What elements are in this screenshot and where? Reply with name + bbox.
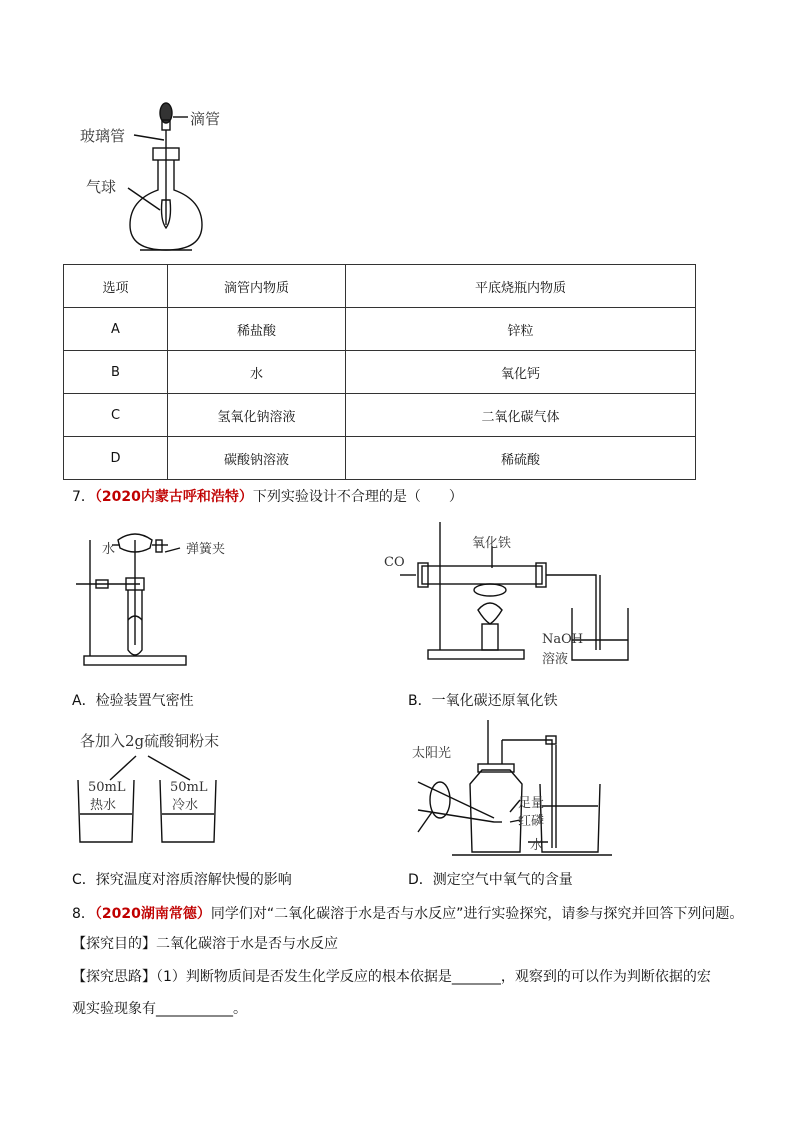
glass-tube-label: 玻璃管 <box>80 127 126 145</box>
iron-oxide-label: 氧化铁 <box>472 536 512 551</box>
table-header-cell: 滴管内物质 <box>168 265 346 308</box>
table-header-cell: 平底烧瓶内物质 <box>346 265 696 308</box>
table-cell: 氢氧化钠溶液 <box>168 394 346 437</box>
solution-label: 溶液 <box>542 652 569 667</box>
water-label-a: 水 <box>102 542 116 557</box>
table-cell: D <box>64 437 168 480</box>
question-number: 7． <box>72 489 95 505</box>
question-source: （2020湖南常德） <box>94 906 211 922</box>
purpose-label: 【探究目的】 <box>72 936 156 952</box>
caption-c: C．探究温度对溶质溶解快慢的影响 <box>72 872 292 888</box>
idea-text: （1）判断物质间是否发生化学反应的根本依据是_______，观察到的可以作为判断依据的宏 <box>156 969 711 985</box>
idea-label: 【探究思路】 <box>72 969 156 985</box>
beaker2-cold-water: 冷水 <box>172 798 199 813</box>
table-header-cell: 选项 <box>64 265 168 308</box>
table-cell: 稀盐酸 <box>168 308 346 351</box>
question-number: 8． <box>72 906 95 922</box>
balloon-label: 气球 <box>86 178 117 196</box>
question-8 <box>72 903 743 923</box>
purpose-text: 二氧化碳溶于水是否与水反应 <box>156 936 338 952</box>
caption-d: D．测定空气中氧气的含量 <box>408 872 573 888</box>
idea-line <box>72 966 711 986</box>
table-cell: 碳酸钠溶液 <box>168 437 346 480</box>
enough-label: 足量 <box>518 796 545 811</box>
question-source: （2020内蒙古呼和浩特） <box>94 489 253 505</box>
caption-b: B．一氧化碳还原氧化铁 <box>408 693 558 709</box>
table-cell: 氧化钙 <box>346 351 696 394</box>
water-label-d: 水 <box>530 838 544 853</box>
table-cell: A <box>64 308 168 351</box>
powder-label: 各加入2g硫酸铜粉末 <box>80 732 220 750</box>
clip-label: 弹簧夹 <box>186 542 226 557</box>
table-cell: 二氧化碳气体 <box>346 394 696 437</box>
beaker2-volume: 50mL <box>170 780 208 795</box>
question-stem: 下列实验设计不合理的是（ ） <box>252 489 463 505</box>
purpose-line <box>72 933 338 953</box>
co-label: CO <box>384 555 405 570</box>
table-cell: C <box>64 394 168 437</box>
table-cell: 水 <box>168 351 346 394</box>
beaker1-hot-water: 热水 <box>90 798 117 813</box>
caption-a: A．检验装置气密性 <box>72 693 194 709</box>
naoh-label: NaOH <box>542 632 584 647</box>
question-stem: 同学们对“二氧化碳溶于水是否与水反应”进行实验探究，请参与探究并回答下列问题。 <box>210 906 744 922</box>
table-cell: 稀硫酸 <box>346 437 696 480</box>
idea-line-2: 观实验现象有___________。 <box>72 1001 247 1017</box>
beaker1-volume: 50mL <box>88 780 126 795</box>
red-phosphorus-label: 红磷 <box>518 814 545 829</box>
dropper-label: 滴管 <box>190 110 221 128</box>
table-cell: 锌粒 <box>346 308 696 351</box>
table-cell: B <box>64 351 168 394</box>
sunlight-label: 太阳光 <box>412 746 452 761</box>
